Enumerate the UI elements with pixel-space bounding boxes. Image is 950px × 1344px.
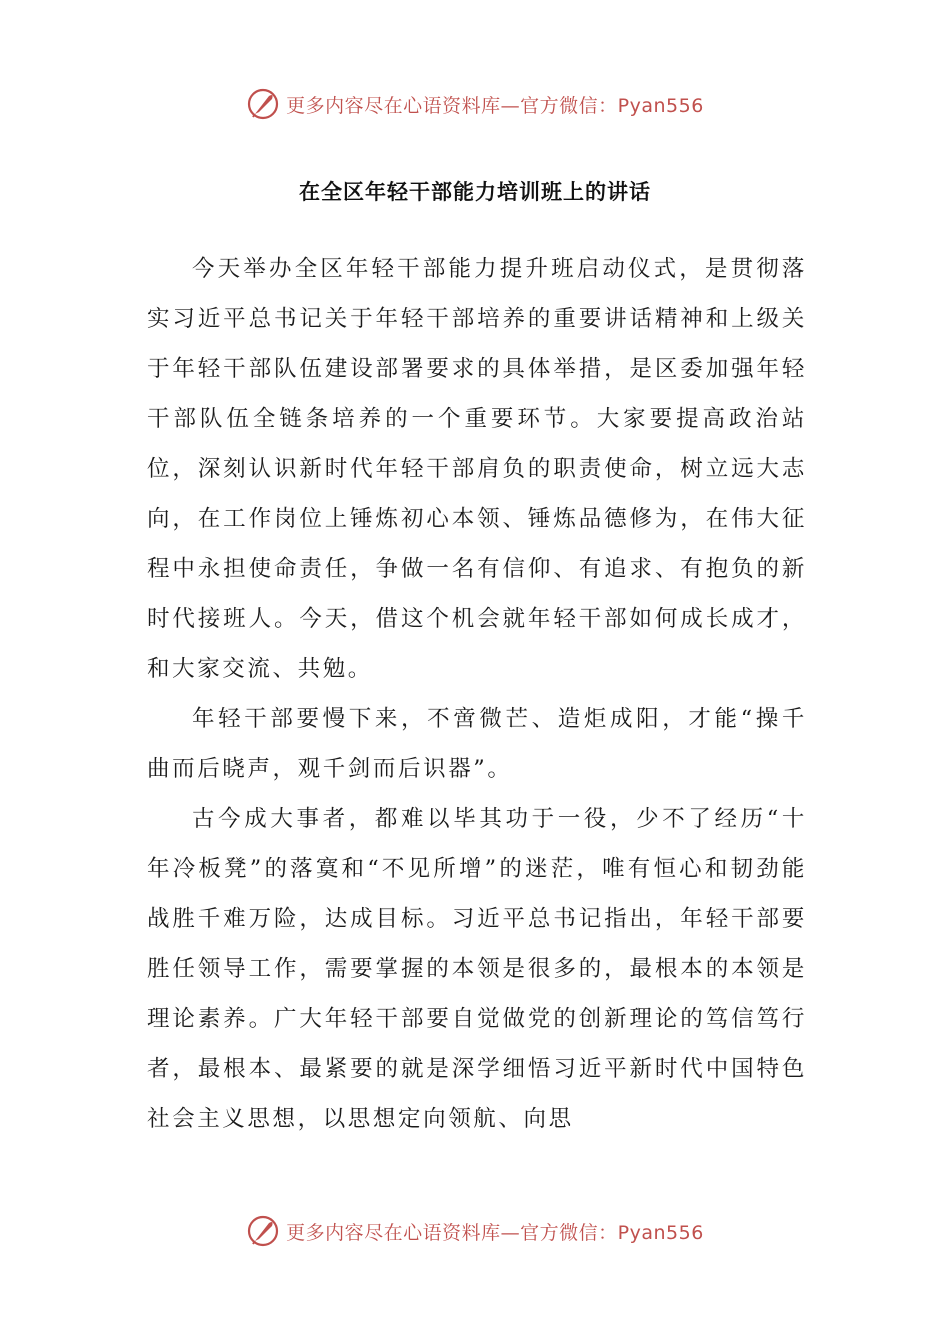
document-title: 在全区年轻干部能力培训班上的讲话 — [299, 180, 651, 204]
paragraph-1: 今天举办全区年轻干部能力提升班启动仪式，是贯彻落实习近平总书记关于年轻干部培养的重要讲话精神和上级关于年轻干部队伍建设部署要求的具体举措，是区委加强年轻干部队伍全链条培养的一个重要环节。大家要提高政治站位，深刻认识新时代年轻干部肩负的职责使命，树立远大志向，在工作岗位上锤炼初心本领、锤炼品德修为，在伟大征程中永担使命责任，争做一名有信仰、有追求、有抱负的新时代接班人。今天，借这个机会就年轻干部如何成长成才，和大家交流、共勉。 — [147, 256, 807, 682]
header-banner — [0, 84, 950, 124]
paragraph-2: 年轻干部要慢下来，不啻微芒、造炬成阳，才能“操千曲而后晓声，观千剑而后识器”。 — [147, 706, 807, 782]
wechat-id: Pyan556 — [617, 94, 704, 117]
quill-pen-logo-icon — [246, 87, 280, 121]
paragraph-3: 古今成大事者，都难以毕其功于一役，少不了经历“十年冷板凳”的落寞和“不见所增”的迷茫，唯有恒心和韧劲能战胜千难万险，达成目标。习近平总书记指出，年轻干部要胜任领导工作，需要掌握的本领是很多的，最根本的本领是理论素养。广大年轻干部要自觉做党的创新理论的笃信笃行者，最根本、最紧要的就是深学细悟习近平新时代中国特色社会主义思想，以思想定向领航、向思 — [147, 806, 807, 1132]
footer-banner — [0, 1211, 950, 1251]
wechat-id: Pyan556 — [617, 1221, 704, 1244]
document-body — [147, 244, 807, 1144]
banner-text: 更多内容尽在心语资料库—官方微信：Pyan556 — [286, 1221, 704, 1244]
quill-pen-logo-icon — [246, 1214, 280, 1248]
banner-text: 更多内容尽在心语资料库—官方微信：Pyan556 — [286, 94, 704, 117]
